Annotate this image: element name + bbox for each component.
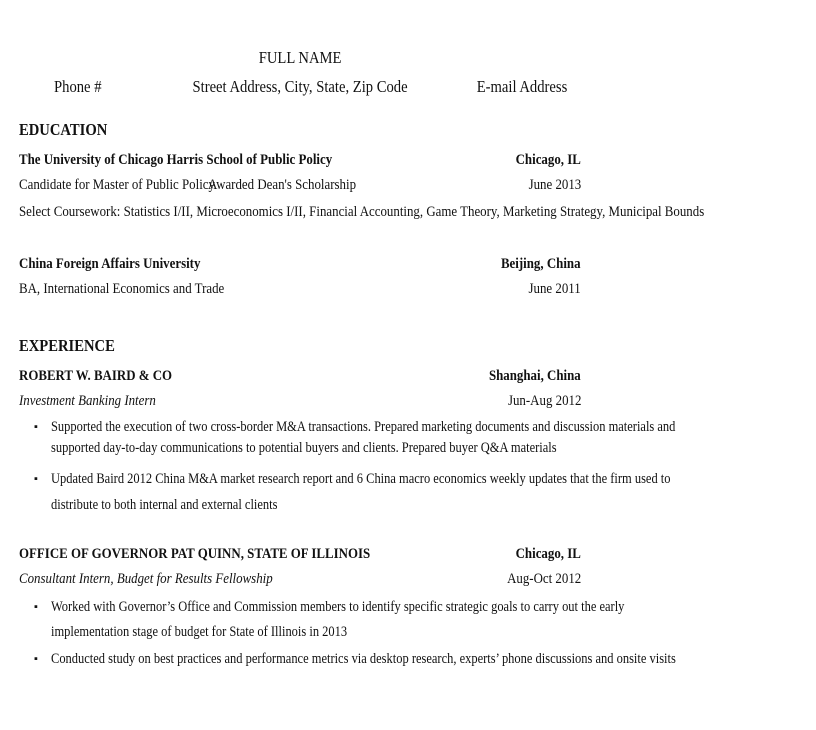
job-location: Shanghai, China: [489, 368, 581, 384]
job-location: Chicago, IL: [515, 546, 581, 562]
graduation-date: June 2013: [528, 177, 581, 193]
job-date: Jun-Aug 2012: [507, 393, 581, 409]
bullet-icon: ▪: [34, 421, 38, 433]
phone: Phone #: [54, 77, 102, 96]
education-entry-1-degree: [19, 177, 581, 199]
education-entry-1-header: [19, 152, 581, 174]
experience-heading: EXPERIENCE: [19, 336, 115, 355]
company-name: OFFICE OF GOVERNOR PAT QUINN, STATE OF ILLINOIS: [19, 546, 371, 562]
honor: Awarded Dean's Scholarship: [208, 177, 357, 193]
job-1-bullet-1: ▪ Supported the execution of two cross-border M&A transactions. Prepared marketing documents and discussion materials and supported day-to-day communications to potential buyers and clients. Prepared buyer Q&A materials: [34, 419, 676, 456]
job-1-bullet-2: ▪ Updated Baird 2012 China M&A market research report and 6 China macro economics weekly updates that the firm used to distribute to both internal and external clients: [34, 471, 671, 513]
education-heading: EDUCATION: [19, 120, 108, 139]
company-name: ROBERT W. BAIRD & CO: [19, 368, 173, 384]
full-name: FULL NAME: [258, 48, 342, 67]
bullet-icon: ▪: [34, 653, 38, 665]
education-entry-2-degree: [19, 281, 581, 303]
bullet-icon: ▪: [34, 601, 38, 613]
degree: Candidate for Master of Public Policy: [19, 177, 215, 193]
education-entry-2-header: [19, 256, 581, 278]
job-1-header: [19, 368, 581, 390]
street-address: Street Address, City, State, Zip Code: [192, 77, 408, 96]
job-title: Consultant Intern, Budget for Results Fellowship: [19, 571, 273, 587]
bullet-icon: ▪: [34, 473, 38, 485]
school-location: Beijing, China: [501, 256, 581, 272]
school-name: The University of Chicago Harris School of Public Policy: [19, 152, 333, 168]
job-2-header: [19, 546, 581, 568]
degree: BA, International Economics and Trade: [19, 281, 225, 297]
coursework: Select Coursework: Statistics I/II, Microeconomics I/II, Financial Accounting, Game Theory, Marketing Strategy, Municipal Bounds: [19, 204, 705, 220]
job-2-bullet-2: ▪ Conducted study on best practices and performance metrics via desktop research, experts’ phone discussions and onsite visits: [34, 651, 676, 667]
job-2-role: [19, 571, 581, 593]
job-1-role: [19, 393, 581, 415]
school-name: China Foreign Affairs University: [19, 256, 201, 272]
school-location: Chicago, IL: [515, 152, 581, 168]
email-address: E-mail Address: [476, 77, 567, 96]
job-title: Investment Banking Intern: [19, 393, 156, 409]
job-date: Aug-Oct 2012: [506, 571, 581, 587]
job-2-bullet-1: ▪ Worked with Governor’s Office and Commission members to identify specific strategic goals to carry out the early implementation stage of budget for State of Illinois in 2013: [34, 599, 625, 640]
graduation-date: June 2011: [528, 281, 581, 297]
